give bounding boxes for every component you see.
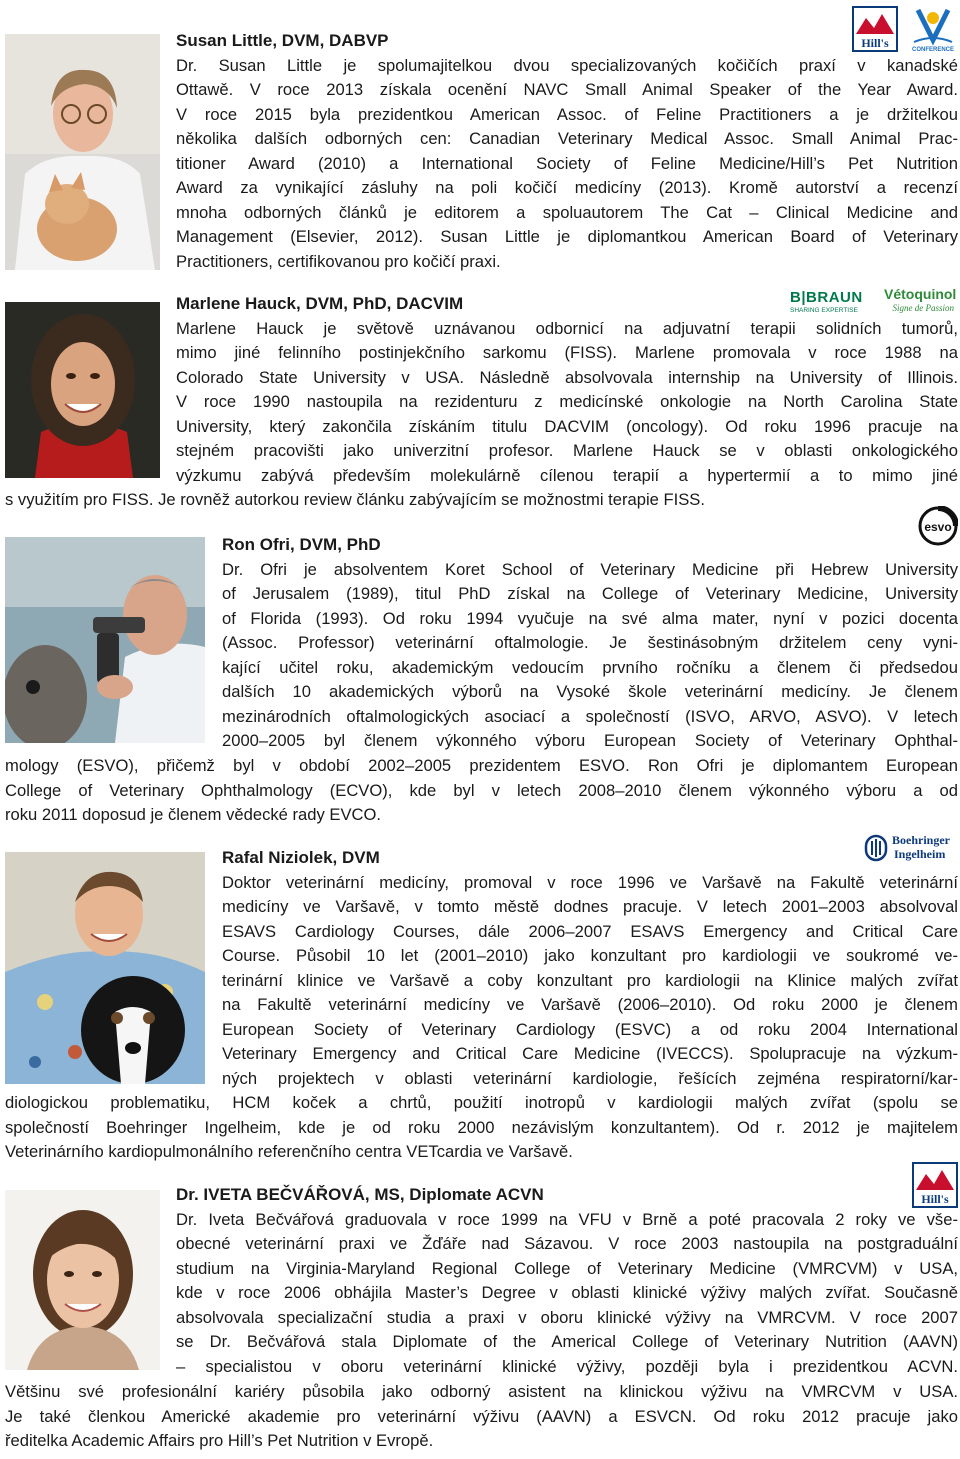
bio-line: několika dalších odborných cen: Canadian Veterinary Medical Assoc. Small Animal Prac- xyxy=(176,129,958,148)
boehringer-logo-text-2: Ingelheim xyxy=(894,847,946,861)
bio-line: Management (Elsevier, 2012). Susan Little je diplomantkou American Board of Veterinary xyxy=(176,227,958,246)
bio-line: – specialistou v oboru veterinární klinické výživy, později byla i prezidentkou ACVN. xyxy=(176,1356,958,1376)
profile-rafal-niziolek xyxy=(0,840,960,1170)
bio-line: terinární klinice ve Varšavě a coby konzultant pro kardiologii na Klinice malých zvířat xyxy=(222,970,958,990)
bio-line: of Jerusalem (1989), titul PhD získal na College of Veterinary Medicine, University xyxy=(222,584,958,603)
bio-line: diologickou problematiku, HCM koček a chrtů, použití inotropů v kardiologii malých zvířat (spolu se xyxy=(5,1093,958,1112)
person-name: Susan Little, DVM, DABVP xyxy=(176,31,389,50)
bio-line: Practitioners, certifikovanou pro kočičí praxi. xyxy=(176,251,501,271)
bio-line: Colorado State University v USA. Následně absolvovala internship na University of Illinois. xyxy=(176,367,958,387)
bio-block xyxy=(176,1183,958,1379)
bio-line: 2000–2005 byl členem výkonného výboru European Society of Veterinary Ophthal- xyxy=(222,731,958,750)
bio-line: obecné veterinární praxi ve Žďáře nad Sázavou. V roce 2003 nastoupila na postgraduální xyxy=(176,1234,958,1253)
bio-block xyxy=(222,846,958,1091)
bio-line: Award za vynikající zásluhy na poli kočičí medicíny (2013). Kromě autorství a recenzí xyxy=(176,178,958,197)
bio-line: studium na Virginia-Maryland Regional College of Veterinary Medicine (VMRCVM) v USA, xyxy=(176,1258,958,1278)
bio-line: (Assoc. Professor) veterinární oftalmologie. Je šestinásobným držitelem ceny vyni- xyxy=(222,633,958,652)
bio-line: titioner Award (2010) a International Society of Feline Medicine/Hill’s Pet Nutrition xyxy=(176,153,958,173)
bio-continuation xyxy=(5,754,958,828)
bio-line: Je také členkou Americké akademie pro veterinární výživu (AAVN) a ESVCN. Od roku 2012 pracuje jako xyxy=(5,1406,958,1426)
profile-marlene-hauck xyxy=(0,290,960,520)
person-name: Marlene Hauck, DVM, PhD, DACVIM xyxy=(176,294,464,313)
bio-line: Dr. Iveta Bečvářová graduovala v roce 1999 na VFU v Brně a poté pracovala 2 roky ve vše- xyxy=(176,1209,958,1229)
bio-line: absolvovala specializační studia a praxi v oboru klinické výživy na VMRCVM. V roce 2007 xyxy=(176,1307,958,1327)
bbraun-logo-text: B|BRAUN xyxy=(790,289,863,306)
bio-line: stejném pracovišti jako univerzitní profesor. Marlene Hauck se v oblasti onkologického xyxy=(176,441,958,460)
vetoquinol-logo-text: Vétoquinol xyxy=(884,286,957,302)
hills-logo-text: Hill's xyxy=(861,36,889,50)
profile-susan-little xyxy=(0,0,960,280)
bio-line: Veterinary Emergency and Critical Care Medicine (IVECCS). Spolupracuje na výzkum- xyxy=(222,1044,958,1063)
bbraun-logo xyxy=(790,290,872,318)
hills-logo-bottom xyxy=(912,1162,958,1208)
bio-line: ESAVS Cardiology Courses, dále 2006–2007 ESAVS Emergency and Critical Care xyxy=(222,921,958,941)
bio-line: of Florida (1993). Od roku 1994 vyučuje na své alma mater, nyní v pozici docenta xyxy=(222,608,958,628)
bio-line: Veterinárního kardiopulmonálního referenčního centra VETcardia ve Varšavě. xyxy=(5,1142,573,1161)
hills-logo xyxy=(852,6,898,52)
bio-line: se Dr. Bečvářová stala Diplomate of the Americal College of Veterinary Nutrition (AAVN) xyxy=(176,1332,958,1351)
bio-line: dalších 10 akademických výborů na Vysoké škole veterinární medicíny. Je členem xyxy=(222,682,958,701)
esvo-logo-text: esvo xyxy=(924,520,952,534)
bio-line: Dr. Susan Little je spolumajitelkou dvou specializovaných kočičích praxí v kanadské xyxy=(176,55,958,75)
bio-line: Marlene Hauck je světově uznávanou odbornicí na adjuvatní terapii solidních tumorů, xyxy=(176,318,958,338)
portrait-photo xyxy=(5,1190,160,1370)
bio-line: Dr. Ofri je absolventem Koret School of Veterinary Medicine při Hebrew University xyxy=(222,559,958,579)
bio-line: Doktor veterinární medicíny, promoval v roce 1996 ve Varšavě na Fakultě veterinární xyxy=(222,872,958,892)
profile-ron-ofri xyxy=(0,530,960,830)
bio-line: medicíny ve Varšavě, v tomto městě dodnes pracuje. V letech 2001–2003 absolvoval xyxy=(222,897,958,916)
bio-line: Většinu své profesionální kariéry působila jako odborný asistent na klinickou výživu na VMRCVM v USA. xyxy=(5,1382,958,1401)
conference-logo-text: CONFERENCE xyxy=(911,47,955,53)
bio-continuation xyxy=(5,1091,958,1165)
bio-line: European Society of Veterinary Cardiology (ESVC) a od roku 2004 International xyxy=(222,1019,958,1039)
bio-line: s využitím pro FISS. Je rovněž autorkou review článku zabývajícím se možnostmi terapie FISS. xyxy=(5,490,705,509)
bio-line: kající učitel roku, akademickým vedoucím prvního ročníku a členem či předsedou xyxy=(222,657,958,677)
bio-line: ných projektech v oblasti veterinární kardiologie, řešících zejména respiratorní/kar- xyxy=(222,1068,958,1088)
bio-continuation xyxy=(5,488,905,513)
portrait-photo xyxy=(5,852,205,1084)
portrait-photo xyxy=(5,302,160,478)
vetoquinol-logo xyxy=(884,286,960,318)
boehringer-logo xyxy=(864,832,960,864)
portrait-photo xyxy=(5,537,205,743)
bio-line: výzkumu zabývá především molekulárně cílenou terapií a hypertermií a to mimo jiné xyxy=(176,465,958,485)
bio-line: Course. Působil 10 let (2001–2010) jako konzultant pro kardiologii ve soukromé ve- xyxy=(222,946,958,965)
bio-line: mezinárodních oftalmologických asociací a společností (ISVO, ARVO, ASVO). V letech xyxy=(222,706,958,726)
boehringer-emblem-icon xyxy=(864,834,888,862)
bio-line: mimo jiné felinního postinjekčního sarkomu (FISS). Marlene promovala v roce 1988 na xyxy=(176,343,958,362)
person-name: Dr. IVETA BEČVÁŘOVÁ, MS, Diplomate ACVN xyxy=(176,1185,544,1204)
person-name: Rafal Niziolek, DVM xyxy=(222,848,380,867)
bio-line: společností Boehringer Ingelheim, kde je od roku 2000 nezávislým konzultantem). Od r. 2012 je majitelem xyxy=(5,1117,958,1137)
bio-line: mnoha odborných článků je editorem a spoluautorem The Cat – Clinical Medicine and xyxy=(176,202,958,222)
bio-line: College of Veterinary Ophthalmology (ECVO), kde byl v letech 2008–2010 členem výkonného výboru a od xyxy=(5,780,958,800)
bio-line: Ottawě. V roce 2013 získala ocenění NAVC Small Animal Speaker of the Year Award. xyxy=(176,80,958,99)
portrait-photo xyxy=(5,34,160,270)
bio-line: mology (ESVO), přičemž byl v období 2002–2005 prezidentem ESVO. Ron Ofri je diplomantem European xyxy=(5,756,958,775)
bio-block xyxy=(176,289,958,488)
profile-iveta-becvarova xyxy=(0,1180,960,1459)
boehringer-logo-text: Boehringer xyxy=(892,833,950,847)
vetoquinol-tagline: Signe de Passion xyxy=(892,303,954,313)
bio-line: na Fakultě veterinární medicíny ve Varšavě (2006–2010). Od roku 2000 je členem xyxy=(222,995,958,1014)
bio-block xyxy=(222,533,958,754)
bio-line: roku 2011 doposud je členem vědecké rady EVCO. xyxy=(5,805,382,824)
hills-logo-text: Hill's xyxy=(921,1192,949,1206)
bio-line: ředitelka Academic Affairs pro Hill’s Pet Nutrition v Evropě. xyxy=(5,1431,434,1450)
person-name: Ron Ofri, DVM, PhD xyxy=(222,535,381,554)
bio-line: University, který zakončila získáním titulu DACVIM (oncology). Od roku 1996 pracuje na xyxy=(176,416,958,436)
bio-line: V roce 2015 byla prezidentkou American Assoc. of Feline Practitioners a je držitelkou xyxy=(176,104,958,124)
conference-logo xyxy=(908,4,958,54)
bbraun-tagline: SHARING EXPERTISE xyxy=(790,307,858,314)
bio-line: kde v roce 2006 obhájila Master’s Degree v oblasti klinické výživy malých zvířat. Současně xyxy=(176,1283,958,1302)
bio-continuation xyxy=(5,1380,958,1454)
esvo-logo xyxy=(918,506,958,546)
bio-block xyxy=(176,29,958,274)
bio-line: V roce 1990 nastoupila na rezidenturu z medicínské onkologie na North Carolina State xyxy=(176,392,958,411)
